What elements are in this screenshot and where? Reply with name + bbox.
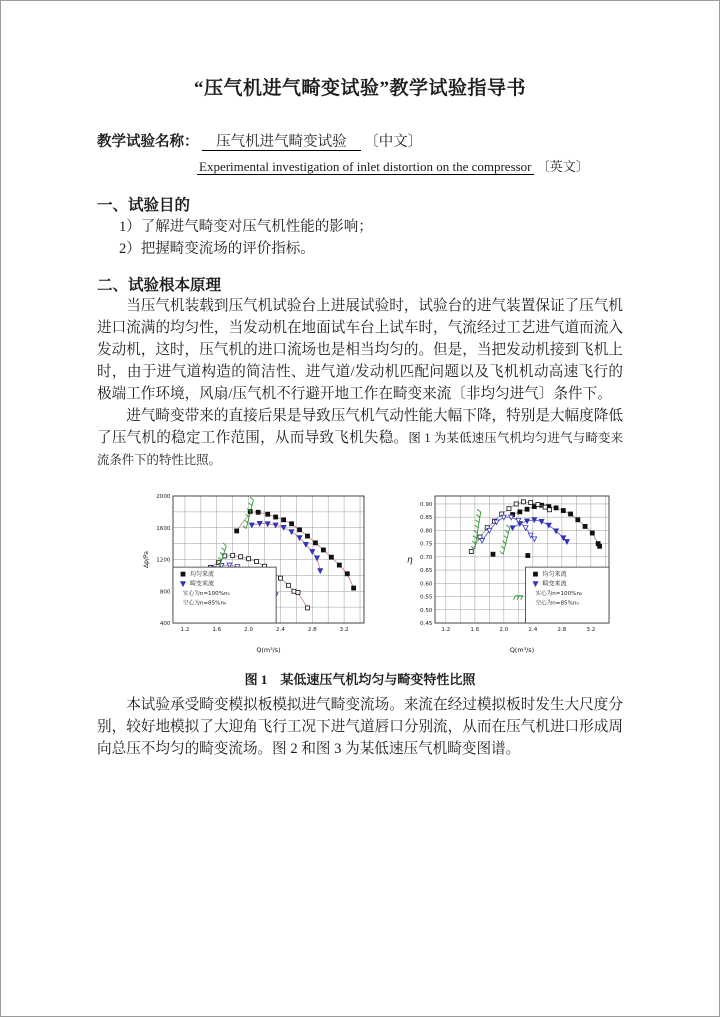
cn-bracket-note: 〔中文〕 [364, 134, 423, 150]
y-tick-label: 0.85 [420, 515, 433, 522]
x-tick-label: 1.6 [470, 627, 480, 633]
surge-line-mark [500, 525, 510, 554]
y-axis-label: η [407, 555, 413, 566]
legend-note: 空心为n=85%n₀ [183, 600, 227, 607]
x-tick-label: 3.2 [586, 627, 596, 633]
legend-label: 均匀来流 [542, 571, 567, 579]
series-1 [249, 521, 322, 573]
y-tick-label: 1600 [156, 525, 171, 532]
experiment-name-line [97, 130, 623, 151]
legend-note: 空心为n=85%n₀ [535, 600, 579, 607]
x-tick-label: 2.0 [499, 627, 509, 633]
section1-heading: 一、试验目的 [97, 197, 191, 214]
paragraph-text: 进气畸变带来的直接后果是导致压气机气动性能大幅下降，特别是大幅度降低了压气机的稳定工作范围，从而导致飞机失稳。 [97, 408, 623, 446]
x-tick-label: 1.6 [212, 627, 222, 633]
experiment-name-line-en [97, 156, 623, 175]
y-tick-label: 800 [159, 589, 171, 596]
x-axis-label: Q(m³/s) [256, 646, 281, 654]
figure1-efficiency-chart [405, 487, 615, 655]
principle-paragraph-1: 当压气机装载到压气机试验台上进展试验时，试验台的进气装置保证了压气机进口流满的均匀性，当发动机在地面试车台上试车时，气流经过工艺进气道而流入发动机，这时，压气机的进口流场也是相当均匀的。但是，当把发动机接到飞机上时，由于进气道构造的简洁性、进气道/发动机匹配问题以及飞机机动高速飞行的极端工作环境，风扇/压气机不行避开地工作在畸变来流〔非均匀进气〕条件下。 [97, 298, 623, 402]
y-axis-label: Δp/Pa [143, 551, 150, 568]
figure1-caption: 图 1 某低速压气机均匀与畸变特性比照 [244, 672, 476, 687]
y-tick-label: 0.75 [420, 541, 433, 548]
experiment-name-cn: 压气机进气畸变试验 [202, 134, 361, 151]
objective-item-2: 2）把握畸变流场的评价指标。 [119, 241, 315, 257]
principle-paragraph-2 [97, 405, 623, 471]
objective-item-1: 1）了解进气畸变对压气机性能的影响； [119, 219, 373, 235]
legend [173, 567, 276, 623]
y-tick-label: 0.70 [420, 554, 433, 561]
x-tick-label: 2.4 [275, 627, 285, 633]
section2-heading: 二、试验根本原理 [97, 277, 222, 294]
y-tick-label: 0.55 [420, 594, 433, 601]
legend-label: 畸变来流 [542, 580, 567, 588]
doc-title: “压气机进气畸变试验”教学试验指导书 [193, 78, 526, 99]
x-tick-label: 2.4 [528, 627, 538, 633]
legend-label: 畸变来流 [190, 580, 215, 588]
paragraph-text-small: 图 1 为某低速压气机均匀进气与畸变来流条件下的特性比照。 [97, 431, 624, 467]
y-tick-label: 0.80 [420, 528, 433, 535]
surge-line-mark [471, 509, 480, 549]
y-tick-label: 1200 [156, 557, 171, 564]
y-tick-label: 0.50 [420, 607, 433, 614]
legend-note: 实心为n=100%n₀ [183, 591, 230, 598]
experiment-name-label: 教学试验名称： [97, 134, 199, 150]
legend-label: 均匀来流 [190, 571, 215, 579]
x-tick-label: 1.2 [441, 627, 451, 633]
en-bracket-note: 〔英文〕 [536, 159, 589, 174]
legend [525, 567, 609, 623]
y-tick-label: 0.90 [420, 501, 433, 508]
y-tick-label: 400 [159, 621, 171, 627]
x-tick-label: 2.0 [244, 627, 254, 633]
x-tick-label: 1.2 [180, 627, 190, 633]
x-tick-label: 2.8 [557, 627, 567, 633]
x-tick-label: 2.8 [307, 627, 317, 633]
y-tick-label: 0.65 [420, 568, 433, 575]
figure1-pressure-rise-chart [141, 487, 371, 655]
experiment-name-en: Experimental investigation of inlet distortion on the compressor [199, 159, 532, 174]
x-tick-label: 3.2 [339, 627, 349, 633]
y-tick-label: 2000 [156, 494, 171, 500]
legend-note: 实心为n=100%n₀ [535, 591, 583, 598]
figure1 [141, 487, 623, 655]
y-tick-label: 0.45 [420, 621, 433, 627]
principle-paragraph-3: 本试验承受畸变模拟板模拟进气畸变流场。来流在经过模拟板时发生大尺度分别，较好地模拟了大迎角飞行工况下进气道唇口分别流，从而在压气机进口形成周向总压不均匀的畸变流场。图 2 和图 3 为某低速压气机畸变图谱。 [97, 697, 623, 757]
x-axis-label: Q(m³/s) [509, 646, 535, 654]
y-tick-label: 0.60 [420, 581, 433, 588]
